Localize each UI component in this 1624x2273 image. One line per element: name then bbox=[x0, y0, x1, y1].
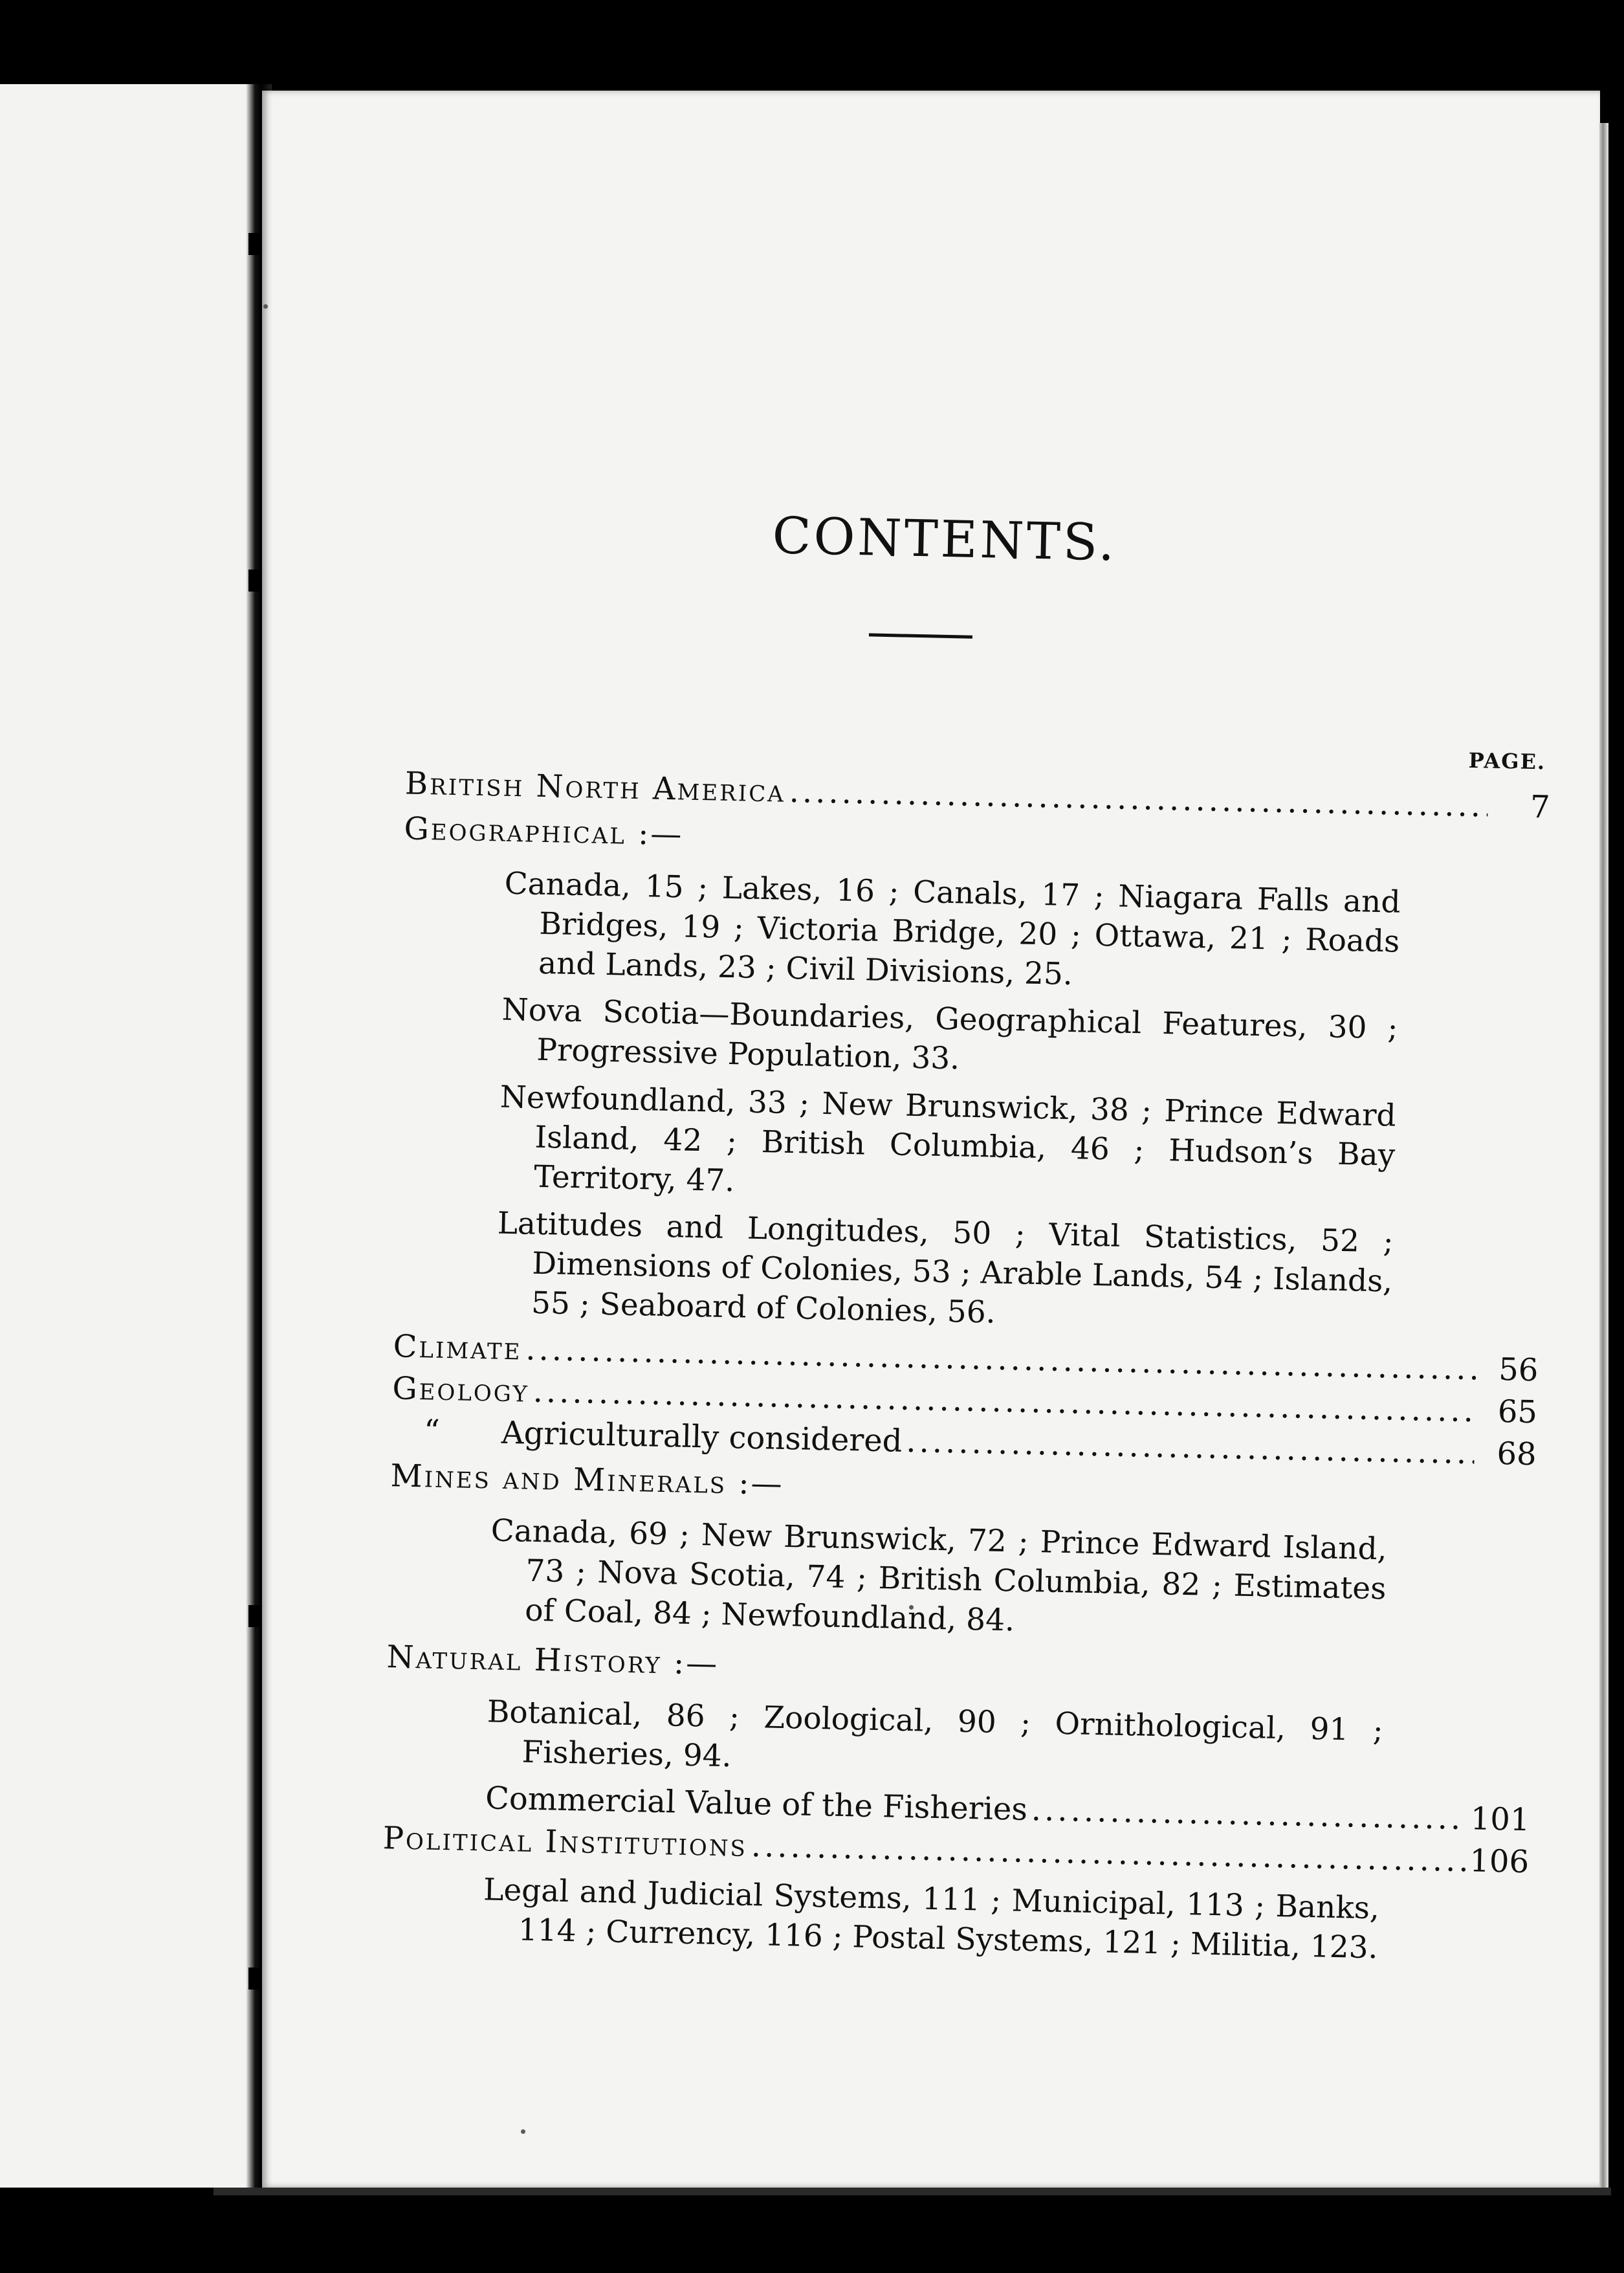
toc-label: Geology bbox=[391, 1370, 530, 1410]
page-title: CONTENTS. bbox=[771, 507, 1118, 573]
toc-entry: Latitudes and Longitudes, 50 ; Vital Statistics, 52 ; Dimensions of Colonies, 53 ; Arable Lands, 54 ; Islands, 55 ; Seaboard of Colonies, 56. bbox=[497, 1205, 1394, 1331]
page-bottom-edge bbox=[214, 2188, 1611, 2195]
toc-page-number: 56 bbox=[1498, 1351, 1539, 1389]
toc-label: British North America bbox=[404, 765, 786, 810]
toc-heading-mines-and-minerals: Mines and Minerals :— bbox=[390, 1458, 785, 1502]
toc-page-number: 106 bbox=[1469, 1843, 1530, 1881]
toc-entry: Nova Scotia—Boundaries, Geographical Features, 30 ; Progressive Population, 33. bbox=[501, 992, 1398, 1077]
ditto-mark: “ bbox=[423, 1413, 441, 1450]
toc-label: Climate bbox=[393, 1328, 523, 1368]
table-of-contents bbox=[241, 76, 1623, 2201]
paper-speck bbox=[263, 304, 268, 309]
page-column-label: PAGE. bbox=[1468, 748, 1546, 775]
dot-leader bbox=[1031, 1791, 1467, 1837]
toc-page-number: 68 bbox=[1497, 1436, 1537, 1473]
toc-page-number: 101 bbox=[1470, 1801, 1531, 1839]
toc-entry: Canada, 69 ; New Brunswick, 72 ; Prince Edward Island, 73 ; Nova Scotia, 74 ; British Columbia, 82 ; Estimates of Coal, 84 ; Newfoundland, 84. bbox=[490, 1513, 1388, 1639]
toc-page-number: 7 bbox=[1530, 788, 1551, 826]
page-fore-edge bbox=[1599, 123, 1608, 2188]
title-rule bbox=[869, 633, 972, 638]
toc-label: Commercial Value of the Fisheries bbox=[485, 1780, 1028, 1828]
toc-heading-geographical: Geographical :— bbox=[403, 810, 684, 853]
toc-page-number: 65 bbox=[1497, 1393, 1538, 1431]
toc-entry: Canada, 15 ; Lakes, 16 ; Canals, 17 ; Niagara Falls and Bridges, 19 ; Victoria Bridge, 20 ; Ottawa, 21 ; Roads and Lands, 23 ; Civil Divisions, 25. bbox=[504, 865, 1401, 993]
toc-entry: Legal and Judicial Systems, 111 ; Municipal, 113 ; Banks, 114 ; Currency, 116 ; Postal Systems, 121 ; Militia, 123. bbox=[483, 1872, 1380, 1966]
facing-blank-leaf bbox=[0, 84, 256, 2188]
dot-leader bbox=[789, 773, 1488, 825]
toc-heading-natural-history: Natural History :— bbox=[386, 1639, 719, 1682]
dot-leader bbox=[906, 1423, 1475, 1472]
toc-label: Political Institutions bbox=[382, 1820, 748, 1864]
toc-label: Agriculturally considered bbox=[501, 1414, 903, 1459]
toc-entry: Newfoundland, 33 ; New Brunswick, 38 ; Prince Edward Island, 42 ; British Columbia, 46 ; Hudson’s Bay Territory, 47. bbox=[499, 1079, 1397, 1199]
toc-entry: Botanical, 86 ; Zoological, 90 ; Ornithological, 91 ; Fisheries, 94. bbox=[487, 1694, 1384, 1775]
contents-page bbox=[262, 91, 1600, 2188]
